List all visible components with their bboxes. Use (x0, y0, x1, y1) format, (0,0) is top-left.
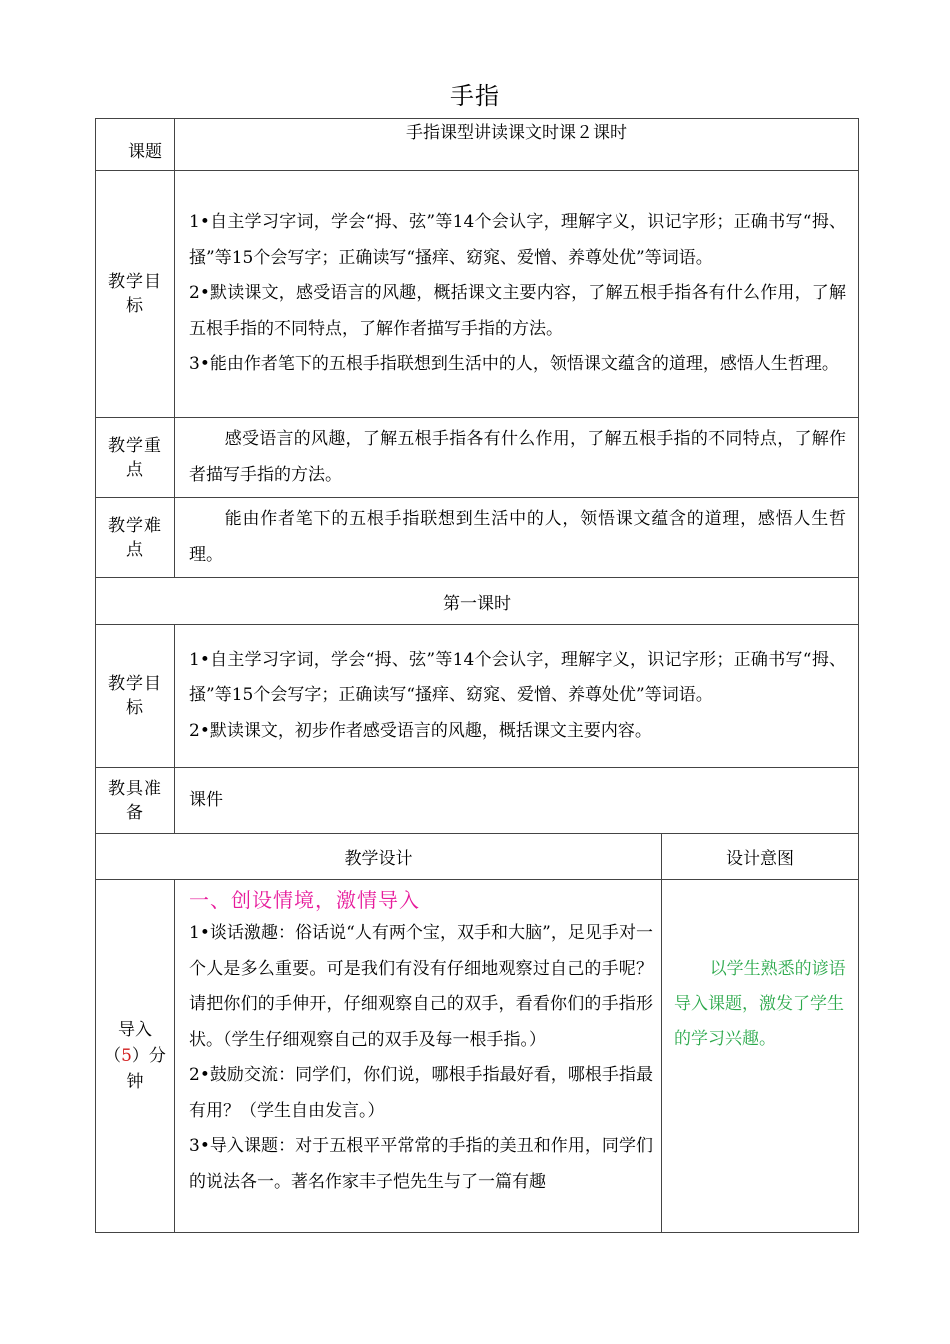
intent-column-header: 设计意图 (662, 834, 859, 880)
difficult-points-text: 能由作者笔下的五根手指联想到生活中的人，领悟课文蕴含的道理，感悟人生哲理。 (189, 509, 846, 565)
intent-text: 以学生熟悉的谚语导入课题，激发了学生的学习兴趣。 (674, 959, 846, 1049)
intro-stage-row (96, 880, 859, 1233)
lesson1-goals-row (96, 625, 859, 768)
overall-goal-item: 3•能由作者笔下的五根手指联想到生活中的人，领悟课文蕴含的道理，感悟人生哲理。 (189, 354, 839, 375)
difficult-points-label: 教学难点 (96, 498, 175, 578)
stage-label (96, 880, 175, 1233)
overall-goal-item: 2•默读课文，感受语言的风趣，概括课文主要内容，了解五根手指各有什么作用，了解五根手指的不同特点，了解作者描写手指的方法。 (189, 283, 846, 339)
stage-paren-open: （ (104, 1046, 122, 1066)
lesson1-heading: 第一课时 (96, 578, 859, 625)
lesson1-tools-row (96, 768, 859, 834)
lesson1-tools-label: 教具准备 (96, 768, 175, 834)
design-step: 3•导入课题：对于五根平平常常的手指的美丑和作用，同学们的说法各一。著名作家丰子恺先生与了一篇有趣 (189, 1136, 653, 1192)
difficult-points-row (96, 498, 859, 578)
stage-unit: 分钟 (126, 1046, 166, 1092)
key-points-label: 教学重点 (96, 418, 175, 498)
stage-paren-close: ） (131, 1046, 149, 1066)
key-points-row (96, 418, 859, 498)
section-heading: 一、创设情境，激情导入 (189, 888, 420, 912)
topic-label: 课题 (96, 119, 175, 171)
topic-row (96, 119, 859, 171)
lesson1-heading-row (96, 578, 859, 625)
difficult-points-content (175, 498, 859, 578)
intent-content (662, 880, 859, 1233)
stage-label-duration (102, 1043, 168, 1095)
lesson1-goals-label: 教学目标 (96, 625, 175, 768)
key-points-content (175, 418, 859, 498)
overall-goals-row (96, 171, 859, 418)
lesson-plan-table (95, 118, 859, 1233)
overall-goal-item: 1•自主学习字词，学会“拇、弦”等14个会认字，理解字义，识记字形；正确书写“拇、搔”等15个会写字；正确读写“搔痒、窈窕、爱憎、养尊处优”等词语。 (189, 212, 846, 268)
lesson1-goals-content (175, 625, 859, 768)
design-step: 1•谈话激趣：俗话说“人有两个宝，双手和大脑”，足见手对一个人是多么重要。可是我们有没有仔细地观察过自己的手呢？请把你们的手伸开，仔细观察自己的双手，看看你们的手指形状。（学生仔细观察自己的双手及每一根手指。） (189, 923, 653, 1050)
topic-value: 手指课型讲读课文时课２课时 (175, 119, 859, 171)
stage-label-name: 导入 (118, 1020, 152, 1040)
design-content (175, 880, 662, 1233)
stage-minutes: 5 (121, 1046, 132, 1066)
lesson1-goal-item: 1•自主学习字词，学会“拇、弦”等14个会认字，理解字义，识记字形；正确书写“拇、搔”等15个会写字；正确读写“搔痒、窈窕、爱憎、养尊处优”等词语。 (189, 649, 846, 706)
key-points-text: 感受语言的风趣，了解五根手指各有什么作用，了解五根手指的不同特点，了解作者描写手指的方法。 (189, 429, 846, 485)
design-step: 2•鼓励交流：同学们，你们说，哪根手指最好看，哪根手指最有用？（学生自由发言。） (189, 1065, 653, 1121)
overall-goals-label: 教学目标 (96, 171, 175, 418)
design-header-row (96, 834, 859, 880)
lesson1-goal-item: 2•默读课文，初步作者感受语言的风趣，概括课文主要内容。 (189, 720, 652, 741)
document-title: 手指 (450, 82, 500, 110)
lesson1-tools-content: 课件 (175, 768, 859, 834)
design-column-header: 教学设计 (96, 834, 662, 880)
overall-goals-content (175, 171, 859, 418)
